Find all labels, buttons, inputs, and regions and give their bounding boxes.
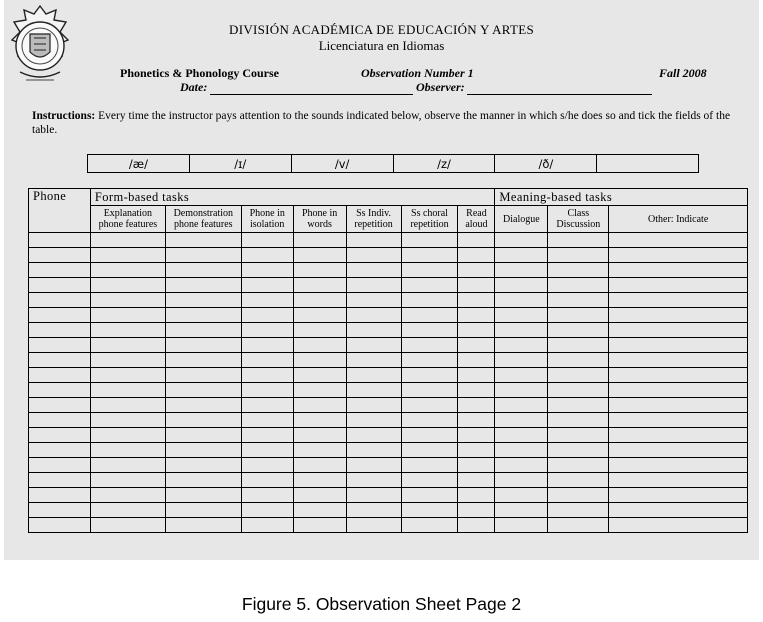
table-cell[interactable] — [458, 428, 495, 443]
table-cell[interactable] — [495, 293, 548, 308]
table-row — [29, 338, 748, 353]
table-cell[interactable] — [241, 413, 293, 428]
table-cell[interactable] — [241, 323, 293, 338]
table-cell[interactable] — [346, 323, 401, 338]
table-cell[interactable] — [495, 368, 548, 383]
table-cell[interactable] — [165, 518, 241, 533]
table-cell[interactable] — [165, 353, 241, 368]
table-cell[interactable] — [241, 368, 293, 383]
table-cell[interactable] — [346, 488, 401, 503]
sound-cell: /z/ — [393, 155, 495, 173]
table-cell[interactable] — [609, 248, 748, 263]
table-row — [29, 263, 748, 278]
table-cell[interactable] — [458, 353, 495, 368]
table-cell[interactable] — [401, 473, 458, 488]
table-cell[interactable] — [293, 398, 346, 413]
table-cell[interactable] — [495, 473, 548, 488]
table-cell[interactable] — [165, 428, 241, 443]
table-row — [29, 398, 748, 413]
table-cell[interactable] — [241, 233, 293, 248]
table-cell[interactable] — [609, 263, 748, 278]
table-cell[interactable] — [548, 293, 609, 308]
table-cell[interactable] — [495, 233, 548, 248]
table-cell[interactable] — [401, 503, 458, 518]
table-cell[interactable] — [241, 293, 293, 308]
table-cell[interactable] — [241, 503, 293, 518]
sound-cell[interactable] — [597, 155, 699, 173]
table-cell[interactable] — [165, 503, 241, 518]
table-cell[interactable] — [293, 368, 346, 383]
table-cell[interactable] — [90, 428, 165, 443]
table-cell[interactable] — [401, 248, 458, 263]
observer-label: Observer: — [416, 80, 465, 94]
table-cell[interactable] — [548, 458, 609, 473]
table-cell[interactable] — [609, 323, 748, 338]
table-cell[interactable] — [90, 413, 165, 428]
observer-field-line[interactable] — [467, 94, 652, 95]
table-cell[interactable] — [241, 308, 293, 323]
table-row — [29, 278, 748, 293]
table-cell[interactable] — [548, 428, 609, 443]
table-cell[interactable] — [293, 383, 346, 398]
table-cell[interactable] — [29, 353, 91, 368]
table-cell[interactable] — [346, 443, 401, 458]
table-cell[interactable] — [293, 308, 346, 323]
table-cell[interactable] — [401, 263, 458, 278]
table-cell[interactable] — [293, 503, 346, 518]
table-cell[interactable] — [609, 383, 748, 398]
sound-cell: /v/ — [291, 155, 393, 173]
table-cell[interactable] — [165, 488, 241, 503]
table-cell[interactable] — [458, 473, 495, 488]
table-cell[interactable] — [401, 518, 458, 533]
table-cell[interactable] — [548, 353, 609, 368]
sound-cell: /æ/ — [88, 155, 190, 173]
table-cell[interactable] — [293, 458, 346, 473]
table-cell[interactable] — [401, 383, 458, 398]
table-cell[interactable] — [609, 488, 748, 503]
table-cell[interactable] — [29, 338, 91, 353]
table-cell[interactable] — [90, 293, 165, 308]
table-cell[interactable] — [458, 383, 495, 398]
table-cell[interactable] — [548, 473, 609, 488]
table-cell[interactable] — [90, 518, 165, 533]
table-cell[interactable] — [548, 443, 609, 458]
table-cell[interactable] — [293, 488, 346, 503]
table-cell[interactable] — [346, 368, 401, 383]
table-cell[interactable] — [458, 458, 495, 473]
table-cell[interactable] — [495, 488, 548, 503]
form-based-header: Form-based tasks — [90, 189, 495, 206]
table-cell[interactable] — [495, 338, 548, 353]
table-cell[interactable] — [165, 473, 241, 488]
table-cell[interactable] — [609, 353, 748, 368]
table-cell[interactable] — [241, 428, 293, 443]
table-cell[interactable] — [609, 293, 748, 308]
table-cell[interactable] — [346, 383, 401, 398]
table-cell[interactable] — [609, 458, 748, 473]
table-cell[interactable] — [548, 308, 609, 323]
table-cell[interactable] — [29, 518, 91, 533]
table-cell[interactable] — [90, 278, 165, 293]
table-cell[interactable] — [29, 248, 91, 263]
table-cell[interactable] — [458, 323, 495, 338]
table-cell[interactable] — [29, 413, 91, 428]
table-cell[interactable] — [241, 263, 293, 278]
table-cell[interactable] — [165, 383, 241, 398]
table-row — [29, 248, 748, 263]
table-row — [29, 353, 748, 368]
table-cell[interactable] — [293, 323, 346, 338]
column-header: Class Discussion — [548, 206, 609, 233]
table-cell[interactable] — [495, 353, 548, 368]
figure-caption: Figure 5. Observation Sheet Page 2 — [241, 594, 522, 614]
table-cell[interactable] — [165, 368, 241, 383]
column-header: Demonstration phone features — [165, 206, 241, 233]
division-title: DIVISIÓN ACADÉMICA DE EDUCACIÓN Y ARTES — [229, 22, 534, 37]
table-cell[interactable] — [29, 398, 91, 413]
table-cell[interactable] — [458, 338, 495, 353]
column-header: Ss choral repetition — [401, 206, 458, 233]
table-cell[interactable] — [29, 503, 91, 518]
phone-header: Phone — [29, 189, 91, 233]
instructions-label: Instructions: — [32, 110, 96, 122]
table-cell[interactable] — [293, 428, 346, 443]
table-row — [29, 428, 748, 443]
table-cell[interactable] — [293, 518, 346, 533]
table-cell[interactable] — [241, 488, 293, 503]
term-label: Fall 2008 — [659, 66, 707, 80]
table-cell[interactable] — [401, 293, 458, 308]
table-cell[interactable] — [401, 488, 458, 503]
table-cell[interactable] — [29, 323, 91, 338]
table-cell[interactable] — [401, 458, 458, 473]
table-cell[interactable] — [346, 503, 401, 518]
column-header: Read aloud — [458, 206, 495, 233]
table-cell[interactable] — [90, 248, 165, 263]
table-cell[interactable] — [609, 338, 748, 353]
table-cell[interactable] — [609, 518, 748, 533]
column-header: Dialogue — [495, 206, 548, 233]
table-cell[interactable] — [241, 398, 293, 413]
table-cell[interactable] — [495, 308, 548, 323]
table-cell[interactable] — [90, 338, 165, 353]
sound-cell: /ɪ/ — [189, 155, 291, 173]
table-cell[interactable] — [29, 368, 91, 383]
table-cell[interactable] — [495, 323, 548, 338]
table-cell[interactable] — [241, 278, 293, 293]
table-row — [29, 233, 748, 248]
instructions-text: Every time the instructor pays attention to the sounds indicated below, observe the manner in which s/he does so and tick the fields of the table. — [32, 110, 731, 136]
table-cell[interactable] — [401, 233, 458, 248]
table-row — [29, 368, 748, 383]
table-row — [29, 503, 748, 518]
table-cell[interactable] — [90, 443, 165, 458]
table-cell[interactable] — [458, 398, 495, 413]
table-cell[interactable] — [165, 323, 241, 338]
table-row — [29, 413, 748, 428]
table-cell[interactable] — [609, 398, 748, 413]
table-cell[interactable] — [165, 278, 241, 293]
date-label: Date: — [180, 80, 208, 94]
table-cell[interactable] — [458, 413, 495, 428]
table-cell[interactable] — [401, 428, 458, 443]
table-cell[interactable] — [548, 233, 609, 248]
table-cell[interactable] — [346, 293, 401, 308]
table-cell[interactable] — [29, 458, 91, 473]
date-field-line[interactable] — [210, 94, 413, 95]
table-cell[interactable] — [293, 443, 346, 458]
table-cell[interactable] — [458, 308, 495, 323]
table-cell[interactable] — [165, 413, 241, 428]
table-row — [29, 443, 748, 458]
table-cell[interactable] — [90, 383, 165, 398]
table-cell[interactable] — [90, 458, 165, 473]
table-cell[interactable] — [90, 263, 165, 278]
table-cell[interactable] — [495, 458, 548, 473]
table-cell[interactable] — [29, 383, 91, 398]
observation-sheet — [4, 0, 759, 560]
table-cell[interactable] — [29, 233, 91, 248]
table-row — [29, 383, 748, 398]
table-cell[interactable] — [548, 368, 609, 383]
table-cell[interactable] — [458, 443, 495, 458]
table-body — [29, 233, 748, 533]
table-cell[interactable] — [293, 263, 346, 278]
table-cell[interactable] — [609, 473, 748, 488]
column-header: Phone in isolation — [241, 206, 293, 233]
table-cell[interactable] — [495, 383, 548, 398]
table-row — [29, 488, 748, 503]
table-cell[interactable] — [609, 503, 748, 518]
table-cell[interactable] — [401, 308, 458, 323]
table-cell[interactable] — [495, 443, 548, 458]
table-cell[interactable] — [90, 308, 165, 323]
table-cell[interactable] — [293, 248, 346, 263]
table-cell[interactable] — [495, 278, 548, 293]
table-cell[interactable] — [90, 503, 165, 518]
table-cell[interactable] — [458, 248, 495, 263]
table-cell[interactable] — [293, 293, 346, 308]
table-cell[interactable] — [293, 278, 346, 293]
column-header: Other: Indicate — [609, 206, 748, 233]
table-cell[interactable] — [29, 443, 91, 458]
table-cell[interactable] — [609, 308, 748, 323]
table-cell[interactable] — [495, 428, 548, 443]
table-cell[interactable] — [495, 398, 548, 413]
table-cell[interactable] — [495, 263, 548, 278]
table-cell[interactable] — [346, 233, 401, 248]
table-row — [29, 458, 748, 473]
table-cell[interactable] — [29, 278, 91, 293]
table-cell[interactable] — [90, 473, 165, 488]
table-cell[interactable] — [458, 368, 495, 383]
table-cell[interactable] — [346, 428, 401, 443]
column-header: Phone in words — [293, 206, 346, 233]
table-cell[interactable] — [346, 278, 401, 293]
table-cell[interactable] — [609, 368, 748, 383]
table-cell[interactable] — [548, 488, 609, 503]
table-cell[interactable] — [609, 428, 748, 443]
table-cell[interactable] — [401, 338, 458, 353]
table-cell[interactable] — [458, 503, 495, 518]
table-cell[interactable] — [401, 278, 458, 293]
table-cell[interactable] — [609, 413, 748, 428]
course-name: Phonetics & Phonology Course — [120, 66, 279, 80]
table-cell[interactable] — [90, 353, 165, 368]
table-cell[interactable] — [90, 368, 165, 383]
column-header: Ss Indiv. repetition — [346, 206, 401, 233]
table-cell[interactable] — [241, 518, 293, 533]
table-cell[interactable] — [495, 413, 548, 428]
sound-cell: /ð/ — [495, 155, 597, 173]
table-cell[interactable] — [548, 278, 609, 293]
table-cell[interactable] — [495, 248, 548, 263]
table-cell[interactable] — [401, 368, 458, 383]
table-cell[interactable] — [241, 458, 293, 473]
column-header: Explanation phone features — [90, 206, 165, 233]
table-cell[interactable] — [458, 233, 495, 248]
instructions — [32, 109, 744, 137]
table-cell[interactable] — [401, 443, 458, 458]
table-cell[interactable] — [346, 473, 401, 488]
table-row — [29, 473, 748, 488]
table-cell[interactable] — [346, 398, 401, 413]
table-cell[interactable] — [609, 233, 748, 248]
table-cell[interactable] — [90, 488, 165, 503]
observation-number: Observation Number 1 — [361, 66, 474, 80]
table-cell[interactable] — [495, 518, 548, 533]
table-cell[interactable] — [458, 488, 495, 503]
table-row — [29, 293, 748, 308]
table-cell[interactable] — [346, 413, 401, 428]
observation-table — [28, 188, 748, 533]
table-cell[interactable] — [165, 308, 241, 323]
table-cell[interactable] — [293, 353, 346, 368]
table-cell[interactable] — [90, 233, 165, 248]
table-cell[interactable] — [241, 473, 293, 488]
table-cell[interactable] — [346, 263, 401, 278]
table-cell[interactable] — [90, 398, 165, 413]
table-cell[interactable] — [241, 443, 293, 458]
table-cell[interactable] — [165, 233, 241, 248]
table-cell[interactable] — [241, 383, 293, 398]
table-cell[interactable] — [458, 293, 495, 308]
table-row — [29, 308, 748, 323]
table-cell[interactable] — [346, 308, 401, 323]
table-cell[interactable] — [401, 398, 458, 413]
table-cell[interactable] — [29, 473, 91, 488]
table-cell[interactable] — [401, 323, 458, 338]
table-cell[interactable] — [29, 308, 91, 323]
table-cell[interactable] — [165, 458, 241, 473]
table-cell[interactable] — [241, 248, 293, 263]
table-cell[interactable] — [293, 473, 346, 488]
table-cell[interactable] — [346, 458, 401, 473]
table-cell[interactable] — [241, 338, 293, 353]
table-cell[interactable] — [548, 323, 609, 338]
table-cell[interactable] — [293, 413, 346, 428]
table-cell[interactable] — [548, 503, 609, 518]
table-cell[interactable] — [29, 293, 91, 308]
table-cell[interactable] — [346, 248, 401, 263]
meaning-based-header: Meaning-based tasks — [495, 189, 748, 206]
table-cell[interactable] — [165, 338, 241, 353]
table-row — [29, 518, 748, 533]
table-cell[interactable] — [458, 263, 495, 278]
table-cell[interactable] — [165, 443, 241, 458]
table-cell[interactable] — [609, 278, 748, 293]
table-cell[interactable] — [548, 398, 609, 413]
table-cell[interactable] — [241, 353, 293, 368]
table-cell[interactable] — [165, 398, 241, 413]
table-cell[interactable] — [293, 338, 346, 353]
table-cell[interactable] — [548, 383, 609, 398]
table-cell[interactable] — [495, 503, 548, 518]
program-title: Licenciatura en Idiomas — [318, 38, 445, 53]
table-cell[interactable] — [548, 338, 609, 353]
table-cell[interactable] — [29, 263, 91, 278]
table-cell[interactable] — [346, 353, 401, 368]
table-cell[interactable] — [293, 233, 346, 248]
table-cell[interactable] — [346, 338, 401, 353]
table-cell[interactable] — [29, 488, 91, 503]
table-row — [29, 323, 748, 338]
sounds-table — [87, 154, 699, 173]
table-cell[interactable] — [548, 248, 609, 263]
table-cell[interactable] — [90, 323, 165, 338]
table-cell[interactable] — [548, 263, 609, 278]
table-cell[interactable] — [548, 518, 609, 533]
table-cell[interactable] — [548, 413, 609, 428]
table-cell[interactable] — [165, 248, 241, 263]
table-cell[interactable] — [401, 353, 458, 368]
table-cell[interactable] — [346, 518, 401, 533]
table-cell[interactable] — [165, 263, 241, 278]
table-cell[interactable] — [458, 518, 495, 533]
table-cell[interactable] — [165, 293, 241, 308]
table-cell[interactable] — [458, 278, 495, 293]
table-cell[interactable] — [609, 443, 748, 458]
table-cell[interactable] — [401, 413, 458, 428]
table-cell[interactable] — [29, 428, 91, 443]
